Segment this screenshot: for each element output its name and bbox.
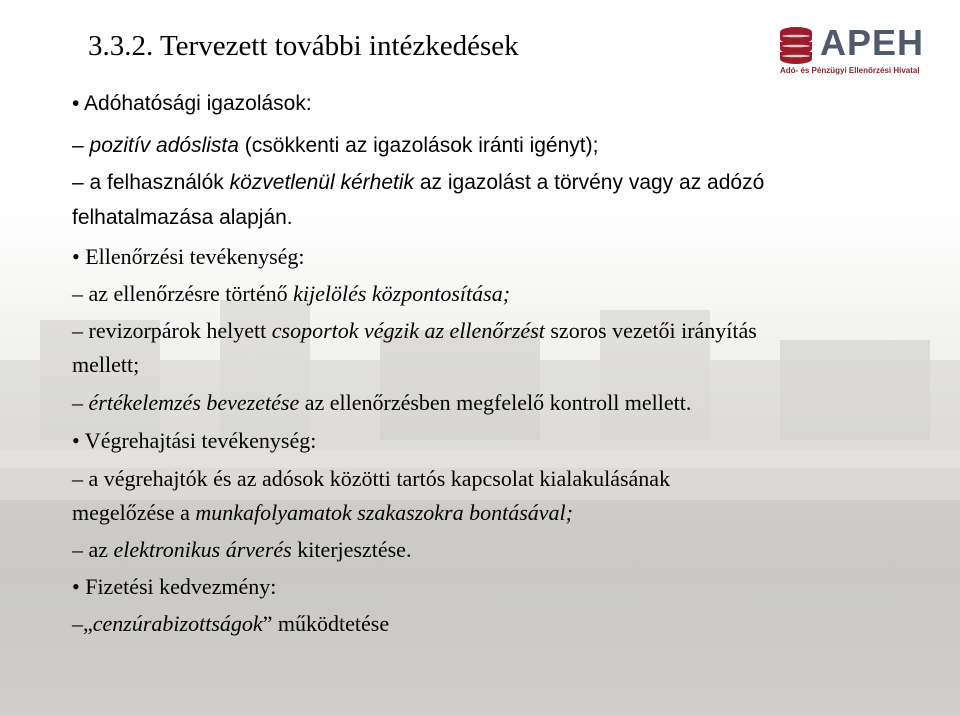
text-segment: (csökkenti az igazolások iránti igényt); — [238, 134, 599, 157]
text-segment: • Adóhatósági igazolások: — [72, 92, 312, 115]
text-segment: – a végrehajtók és az adósok közötti tartós kapcsolat kialakulásának — [72, 466, 671, 491]
text-segment: mellett; — [72, 352, 140, 377]
text-line — [72, 390, 691, 416]
italic-text: elektronikus árverés — [113, 537, 292, 562]
text-segment: felhatalmazása alapján. — [72, 206, 293, 229]
text-line — [72, 244, 305, 270]
italic-text: értékelemzés bevezetése — [88, 390, 300, 415]
italic-text: pozitív adóslista — [89, 134, 239, 157]
text-segment: az ellenőrzésben megfelelő kontroll mellett. — [299, 390, 692, 415]
italic-text: csoportok végzik az ellenőrzést — [271, 318, 545, 343]
text-segment: megelőzése a — [72, 500, 196, 525]
text-segment: – revizorpárok helyett — [72, 318, 272, 343]
logo-name: APEH — [820, 22, 925, 63]
text-segment: • Végrehajtási tevékenység: — [72, 428, 317, 453]
text-line — [72, 500, 573, 526]
text-segment: szoros vezetői irányítás — [544, 318, 757, 343]
text-segment: – — [72, 134, 90, 157]
text-segment: az igazolást a törvény vagy az adózó — [414, 171, 765, 194]
text-segment: – — [72, 390, 89, 415]
italic-text: cenzúrabizottságok — [92, 611, 263, 636]
text-line — [72, 206, 293, 230]
text-line — [72, 281, 510, 307]
text-line — [72, 574, 276, 600]
text-line — [72, 537, 411, 563]
italic-text: kijelölés központosítása; — [293, 281, 511, 306]
text-line — [72, 171, 764, 195]
text-line — [72, 428, 316, 454]
text-segment: ” működtetése — [262, 611, 390, 636]
slide-title: 3.3.2. Tervezett további intézkedések — [88, 30, 519, 62]
italic-text: közvetlenül kérhetik — [229, 171, 415, 194]
text-segment: • Ellenőrzési tevékenység: — [72, 244, 305, 269]
italic-text: munkafolyamatok szakaszokra bontásával; — [195, 500, 573, 525]
text-segment: –„ — [72, 611, 93, 636]
text-line — [72, 318, 757, 344]
text-segment: kiterjesztése. — [291, 537, 412, 562]
text-segment: • Fizetési kedvezmény: — [72, 574, 277, 599]
text-line — [72, 92, 312, 116]
text-line — [72, 134, 598, 158]
text-segment: – az ellenőrzésre történő — [72, 281, 294, 306]
text-line — [72, 466, 670, 492]
text-segment: – az — [72, 537, 114, 562]
logo-subtitle: Adó- és Pénzügyi Ellenőrzési Hivatal — [780, 66, 920, 75]
text-line — [72, 611, 389, 637]
text-segment: – a felhasználók — [72, 171, 230, 194]
text-line — [72, 352, 139, 378]
